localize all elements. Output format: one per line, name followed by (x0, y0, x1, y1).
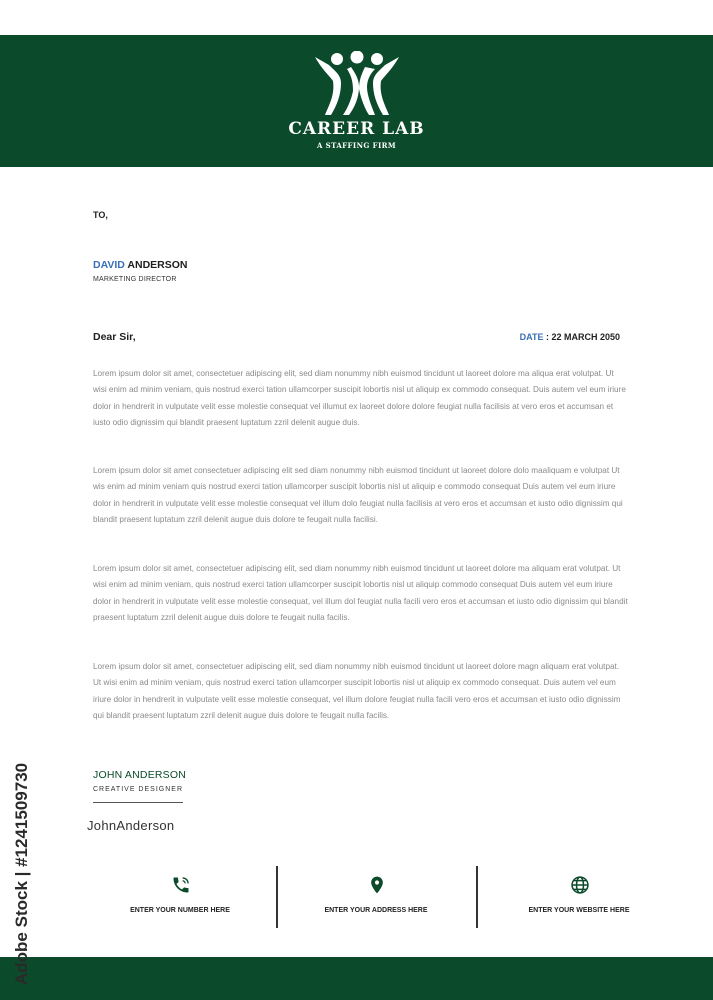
people-celebrating-icon (313, 51, 401, 117)
body-paragraph: Lorem ipsum dolor sit amet, consectetuer adipiscing elit, sed diam nonummy nibh euismod tincidunt ut laoreet dolore ma aliqua erat volutpat. Ut wisi enim ad minim veniam, quis nostrud exerci tation ullamcorper suscipit lobortis nisl ut aliquip ex commodo consequat. Duis autem vel eum iriure dolor in hendrerit in vulputate velit esse molestie consequat vel illumut ex laoreet dolore dolore feugiat nulla facilisis at vero eros et accumsan et iusto odio dignissim qui blandit praesent luptatum zzril delenit augue duis. (93, 369, 626, 427)
body-paragraph: Lorem ipsum dolor sit amet consectetuer adipiscing elit sed diam nonummy nibh euismod tincidunt ut laoreet dolore dolo maaliquam e volutpat Ut wis enim ad minim veniam quis nostrud exerci tation ullamcorper suscipit lobortis nisl ut aliquip e commodo consequat Duis autem vel eum iriure dolor in hendrerit in vulputate velit esse molestie consequat vel illum dolo feugiat nulla facilisis at vero eros et accumsan et iusto odio dignissim qui blandit praesent luptatum zzril delenit augue duis dolore te feugait nulla facilisi. (93, 466, 623, 524)
location-pin-icon (367, 875, 387, 895)
date-value: 22 MARCH 2050 (551, 332, 620, 342)
contact-divider (476, 866, 478, 928)
to-label: TO, (93, 210, 108, 220)
recipient-name (93, 259, 188, 271)
letterhead-footer (0, 957, 713, 1000)
recipient-title: MARKETING DIRECTOR (93, 276, 177, 283)
salutation: Dear Sir, (93, 331, 136, 343)
date-line (520, 332, 620, 342)
phone-label: ENTER YOUR NUMBER HERE (130, 907, 230, 914)
body-paragraph: Lorem ipsum dolor sit amet, consectetuer adipiscing elit, sed diam nonummy nibh euismod tincidunt ut laoreet dolore magn aliquam erat volutpat. Ut wisi enim ad minim veniam, quis nostrud exerci tation ullamcorper suscipit lobortis nisl ut aliquip ex commodo consequat. Duis autem vel eum iriure dolor in hendrerit in vulputate velit esse molestie consequat, vel illum dolore feugiat nulla facili vero eros et accumsan et iusto odio dignissim qui blandit praesent luptatum zzril delenit augue duis dolore te feugait nulla facilis. (93, 662, 621, 720)
date-separator: : (543, 332, 552, 342)
contact-address (281, 866, 471, 928)
address-label: ENTER YOUR ADDRESS HERE (324, 907, 428, 914)
recipient-first-name: DAVID (93, 259, 125, 271)
brand-tagline: A STAFFING FIRM (316, 141, 397, 150)
handwritten-signature: JohnAnderson (87, 818, 175, 833)
stock-id-watermark: Adobe Stock | #1241509730 (12, 762, 31, 985)
recipient-last-name: ANDERSON (127, 259, 188, 271)
body-paragraph: Lorem ipsum dolor sit amet, consectetuer adipiscing elit, sed diam nonummy nibh euismod tincidunt ut laoreet dolore ma aliquam erat volutpat. Ut wisi enim ad minim veniam, quis nostrud exerci tation ullamcorper suscipit lobortis nisl ut aliquip commodo consequat Duis autem vel eum iriure dolor in hendrerit in vulputate velit esse molestie consequat, vel illum dol feugiat nulla facili vero eros et accumsan et iusto odio dignissim qui blandit praesent luptatum zzril delenit augue duis dolore te feugait nulla facilis. (93, 564, 628, 622)
signer-name: JOHN ANDERSON (93, 769, 187, 781)
contact-website (484, 866, 674, 928)
contact-phone (85, 866, 275, 928)
date-label: DATE (519, 332, 544, 342)
globe-icon (570, 875, 590, 895)
signer-title: CREATIVE DESIGNER (93, 786, 183, 793)
contact-divider (276, 866, 278, 928)
signature-divider (93, 802, 183, 803)
letterhead-header (0, 35, 713, 167)
website-label: ENTER YOUR WEBSITE HERE (528, 907, 630, 914)
brand-name: CAREER LAB (288, 119, 425, 139)
phone-icon (171, 875, 191, 895)
